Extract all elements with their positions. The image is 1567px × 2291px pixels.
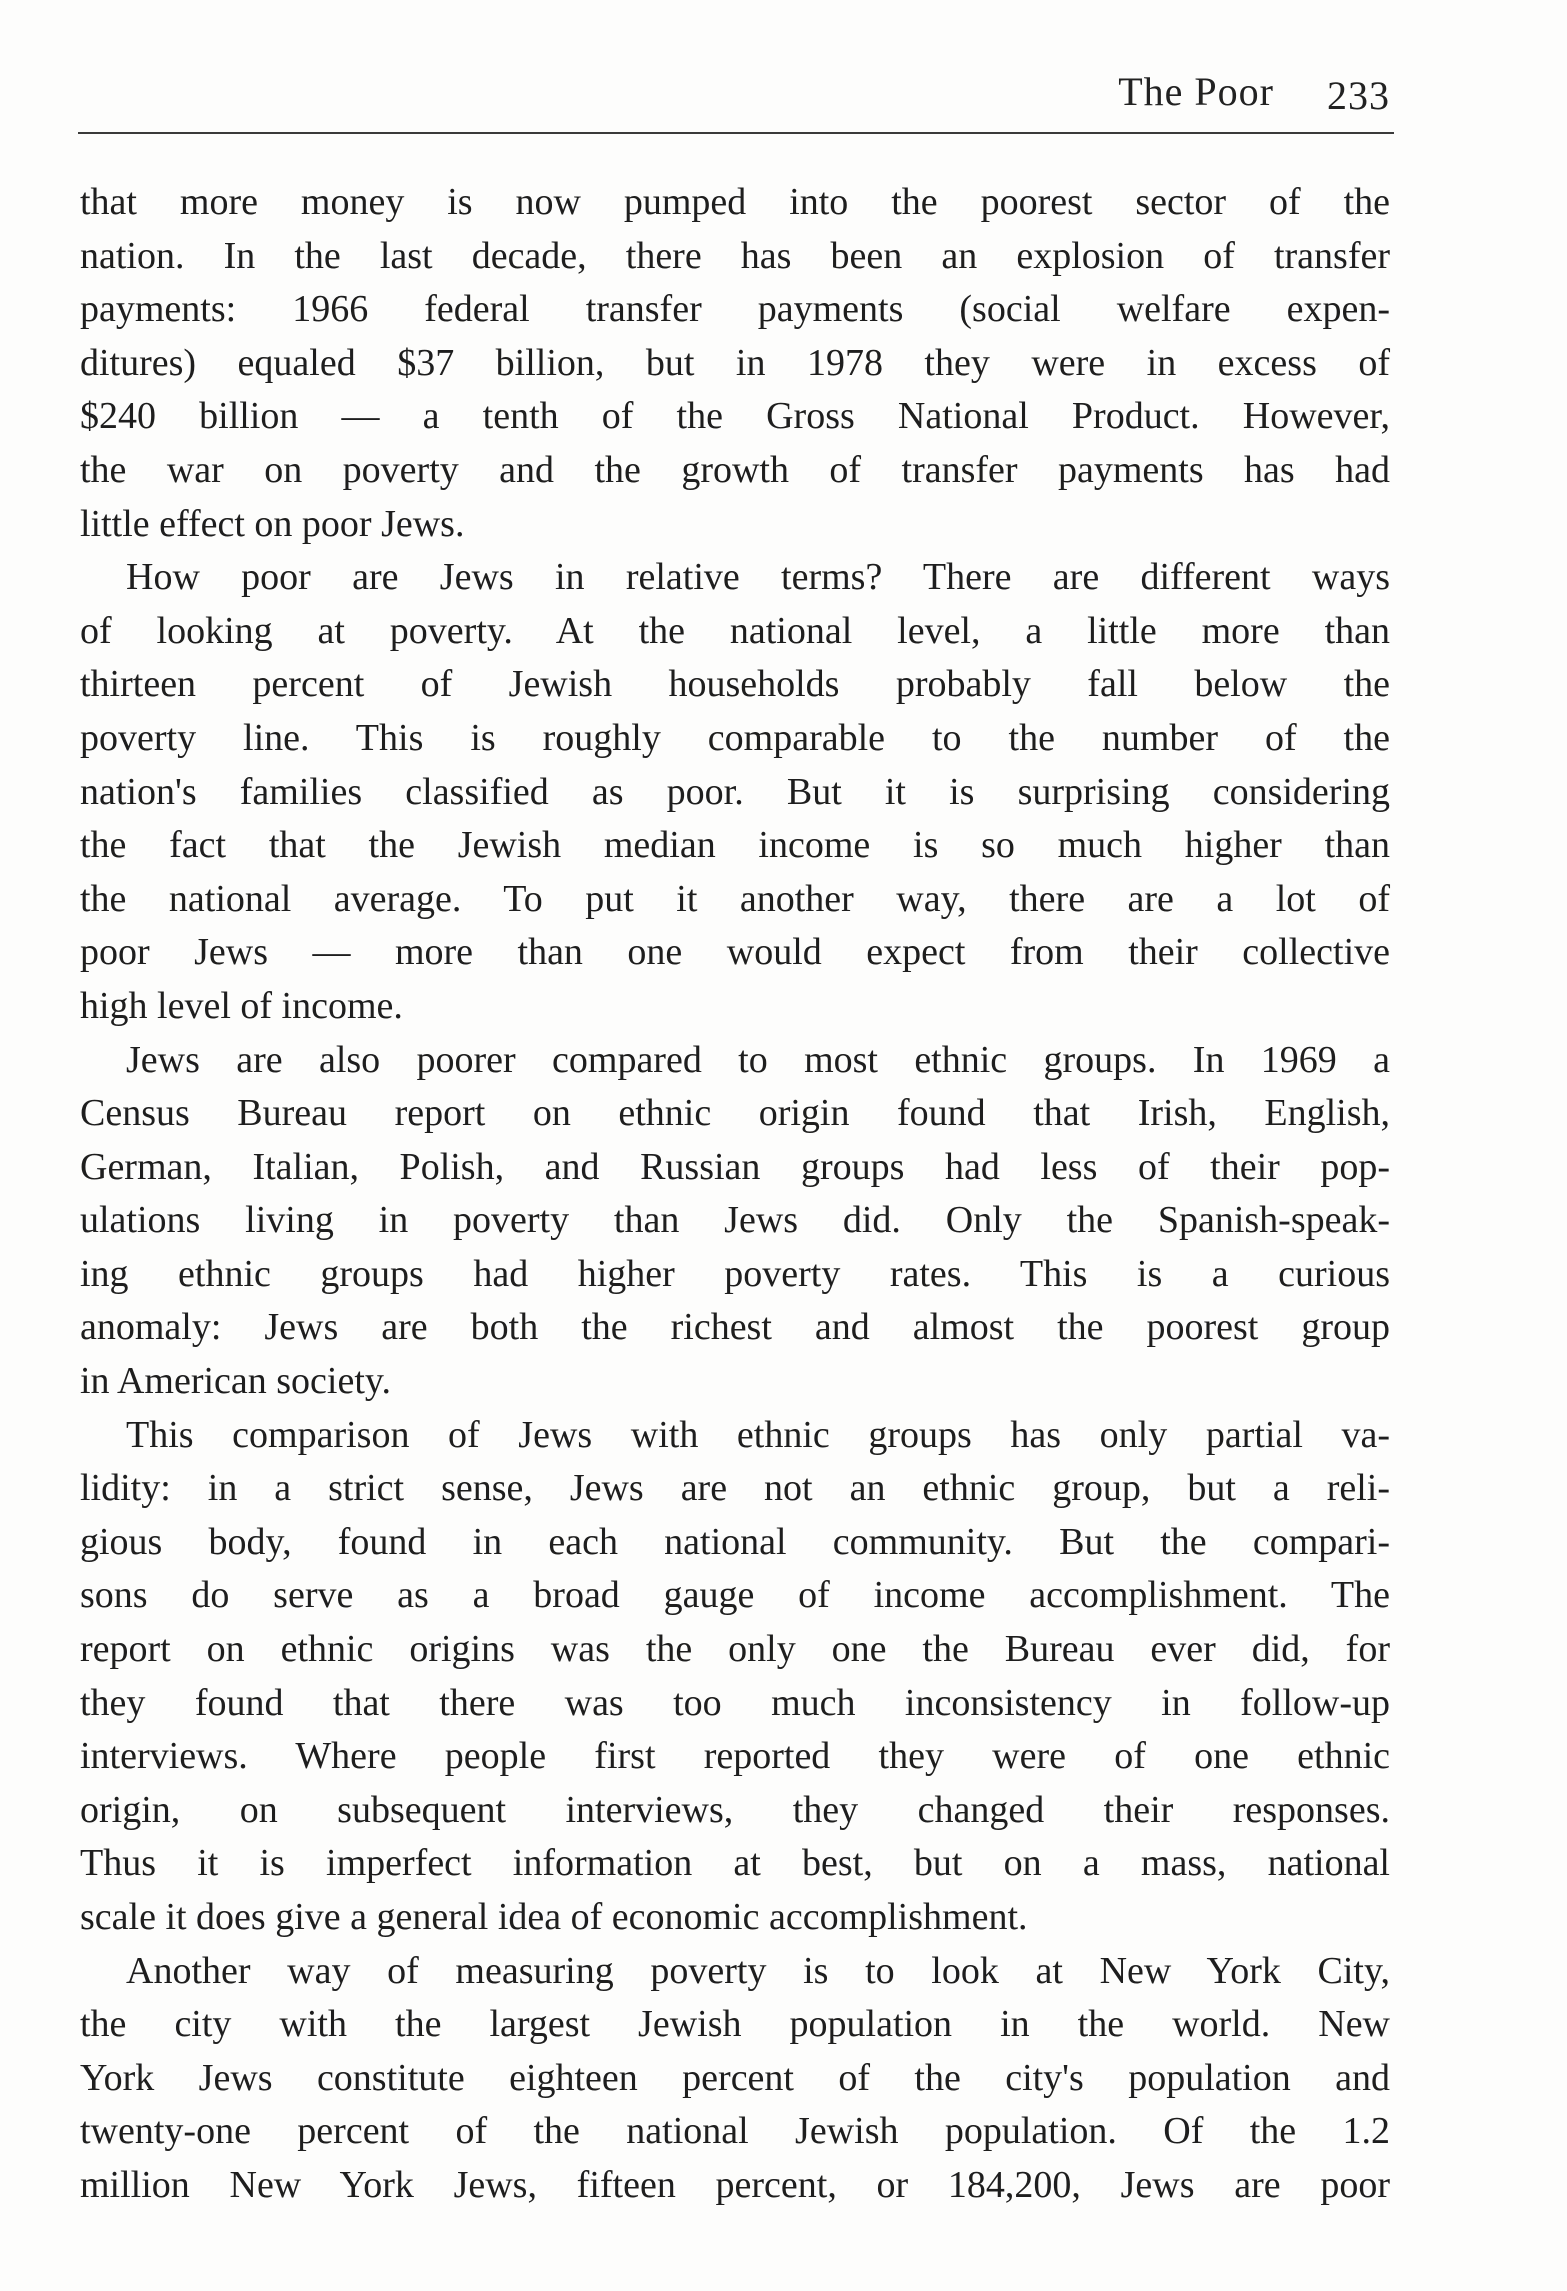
running-head-title: The Poor	[1118, 69, 1274, 114]
text-line: anomaly: Jews are both the richest and almost the poorest group	[80, 1306, 1390, 1349]
text-line: the fact that the Jewish median income is so much higher than	[80, 824, 1390, 867]
text-line: the war on poverty and the growth of transfer payments has had	[80, 448, 1390, 491]
text-line: in American society.	[80, 1360, 391, 1403]
text-line: twenty-one percent of the national Jewish population. Of the 1.2	[80, 2110, 1390, 2153]
text-line: Another way of measuring poverty is to look at New York City,	[126, 1949, 1390, 1992]
text-line: How poor are Jews in relative terms? There are different ways	[126, 556, 1390, 599]
text-line: Jews are also poorer compared to most ethnic groups. In 1969 a	[126, 1038, 1390, 1081]
text-line: lidity: in a strict sense, Jews are not an ethnic group, but a reli-	[80, 1467, 1390, 1510]
text-line: they found that there was too much inconsistency in follow-up	[80, 1681, 1390, 1724]
text-line: that more money is now pumped into the poorest sector of the	[80, 181, 1390, 223]
body-text	[80, 176, 1390, 2213]
text-line: ing ethnic groups had higher poverty rates. This is a curious	[80, 1252, 1390, 1295]
text-line: the city with the largest Jewish population in the world. New	[80, 2003, 1390, 2046]
text-line: Thus it is imperfect information at best, but on a mass, national	[80, 1842, 1390, 1885]
text-line: nation. In the last decade, there has been an explosion of transfer	[80, 234, 1390, 277]
text-line: poverty line. This is roughly comparable to the number of the	[80, 716, 1390, 759]
text-line: nation's families classified as poor. But it is surprising considering	[80, 770, 1390, 813]
page-number: 233	[1327, 73, 1390, 118]
text-line: of looking at poverty. At the national level, a little more than	[80, 609, 1390, 652]
text-line: little effect on poor Jews.	[80, 502, 465, 545]
text-line: German, Italian, Polish, and Russian groups had less of their pop-	[80, 1145, 1390, 1188]
text-line: million New York Jews, fifteen percent, or 184,200, Jews are poor	[80, 2163, 1390, 2206]
text-line: gious body, found in each national community. But the compari-	[80, 1520, 1390, 1563]
text-line: high level of income.	[80, 984, 403, 1027]
text-line: $240 billion — a tenth of the Gross National Product. However,	[80, 395, 1390, 438]
text-line: interviews. Where people first reported they were of one ethnic	[80, 1735, 1390, 1778]
text-line: poor Jews — more than one would expect from their collective	[80, 931, 1390, 974]
text-line: origin, on subsequent interviews, they changed their responses.	[80, 1788, 1390, 1831]
text-line: report on ethnic origins was the only one the Bureau ever did, for	[80, 1628, 1390, 1671]
text-line: thirteen percent of Jewish households probably fall below the	[80, 663, 1390, 706]
text-line: This comparison of Jews with ethnic groups has only partial va-	[126, 1413, 1390, 1456]
text-line: sons do serve as a broad gauge of income accomplishment. The	[80, 1574, 1390, 1617]
running-head	[78, 62, 1394, 134]
text-line: the national average. To put it another way, there are a lot of	[80, 877, 1390, 920]
text-line: payments: 1966 federal transfer payments (social welfare expen-	[80, 288, 1390, 331]
text-line: ulations living in poverty than Jews did. Only the Spanish-speak-	[80, 1199, 1390, 1242]
text-line: ditures) equaled $37 billion, but in 1978 they were in excess of	[80, 341, 1390, 384]
text-line: Census Bureau report on ethnic origin found that Irish, English,	[80, 1092, 1390, 1135]
text-line: scale it does give a general idea of economic accomplishment.	[80, 1896, 1028, 1938]
text-line: York Jews constitute eighteen percent of the city's population and	[80, 2056, 1390, 2099]
